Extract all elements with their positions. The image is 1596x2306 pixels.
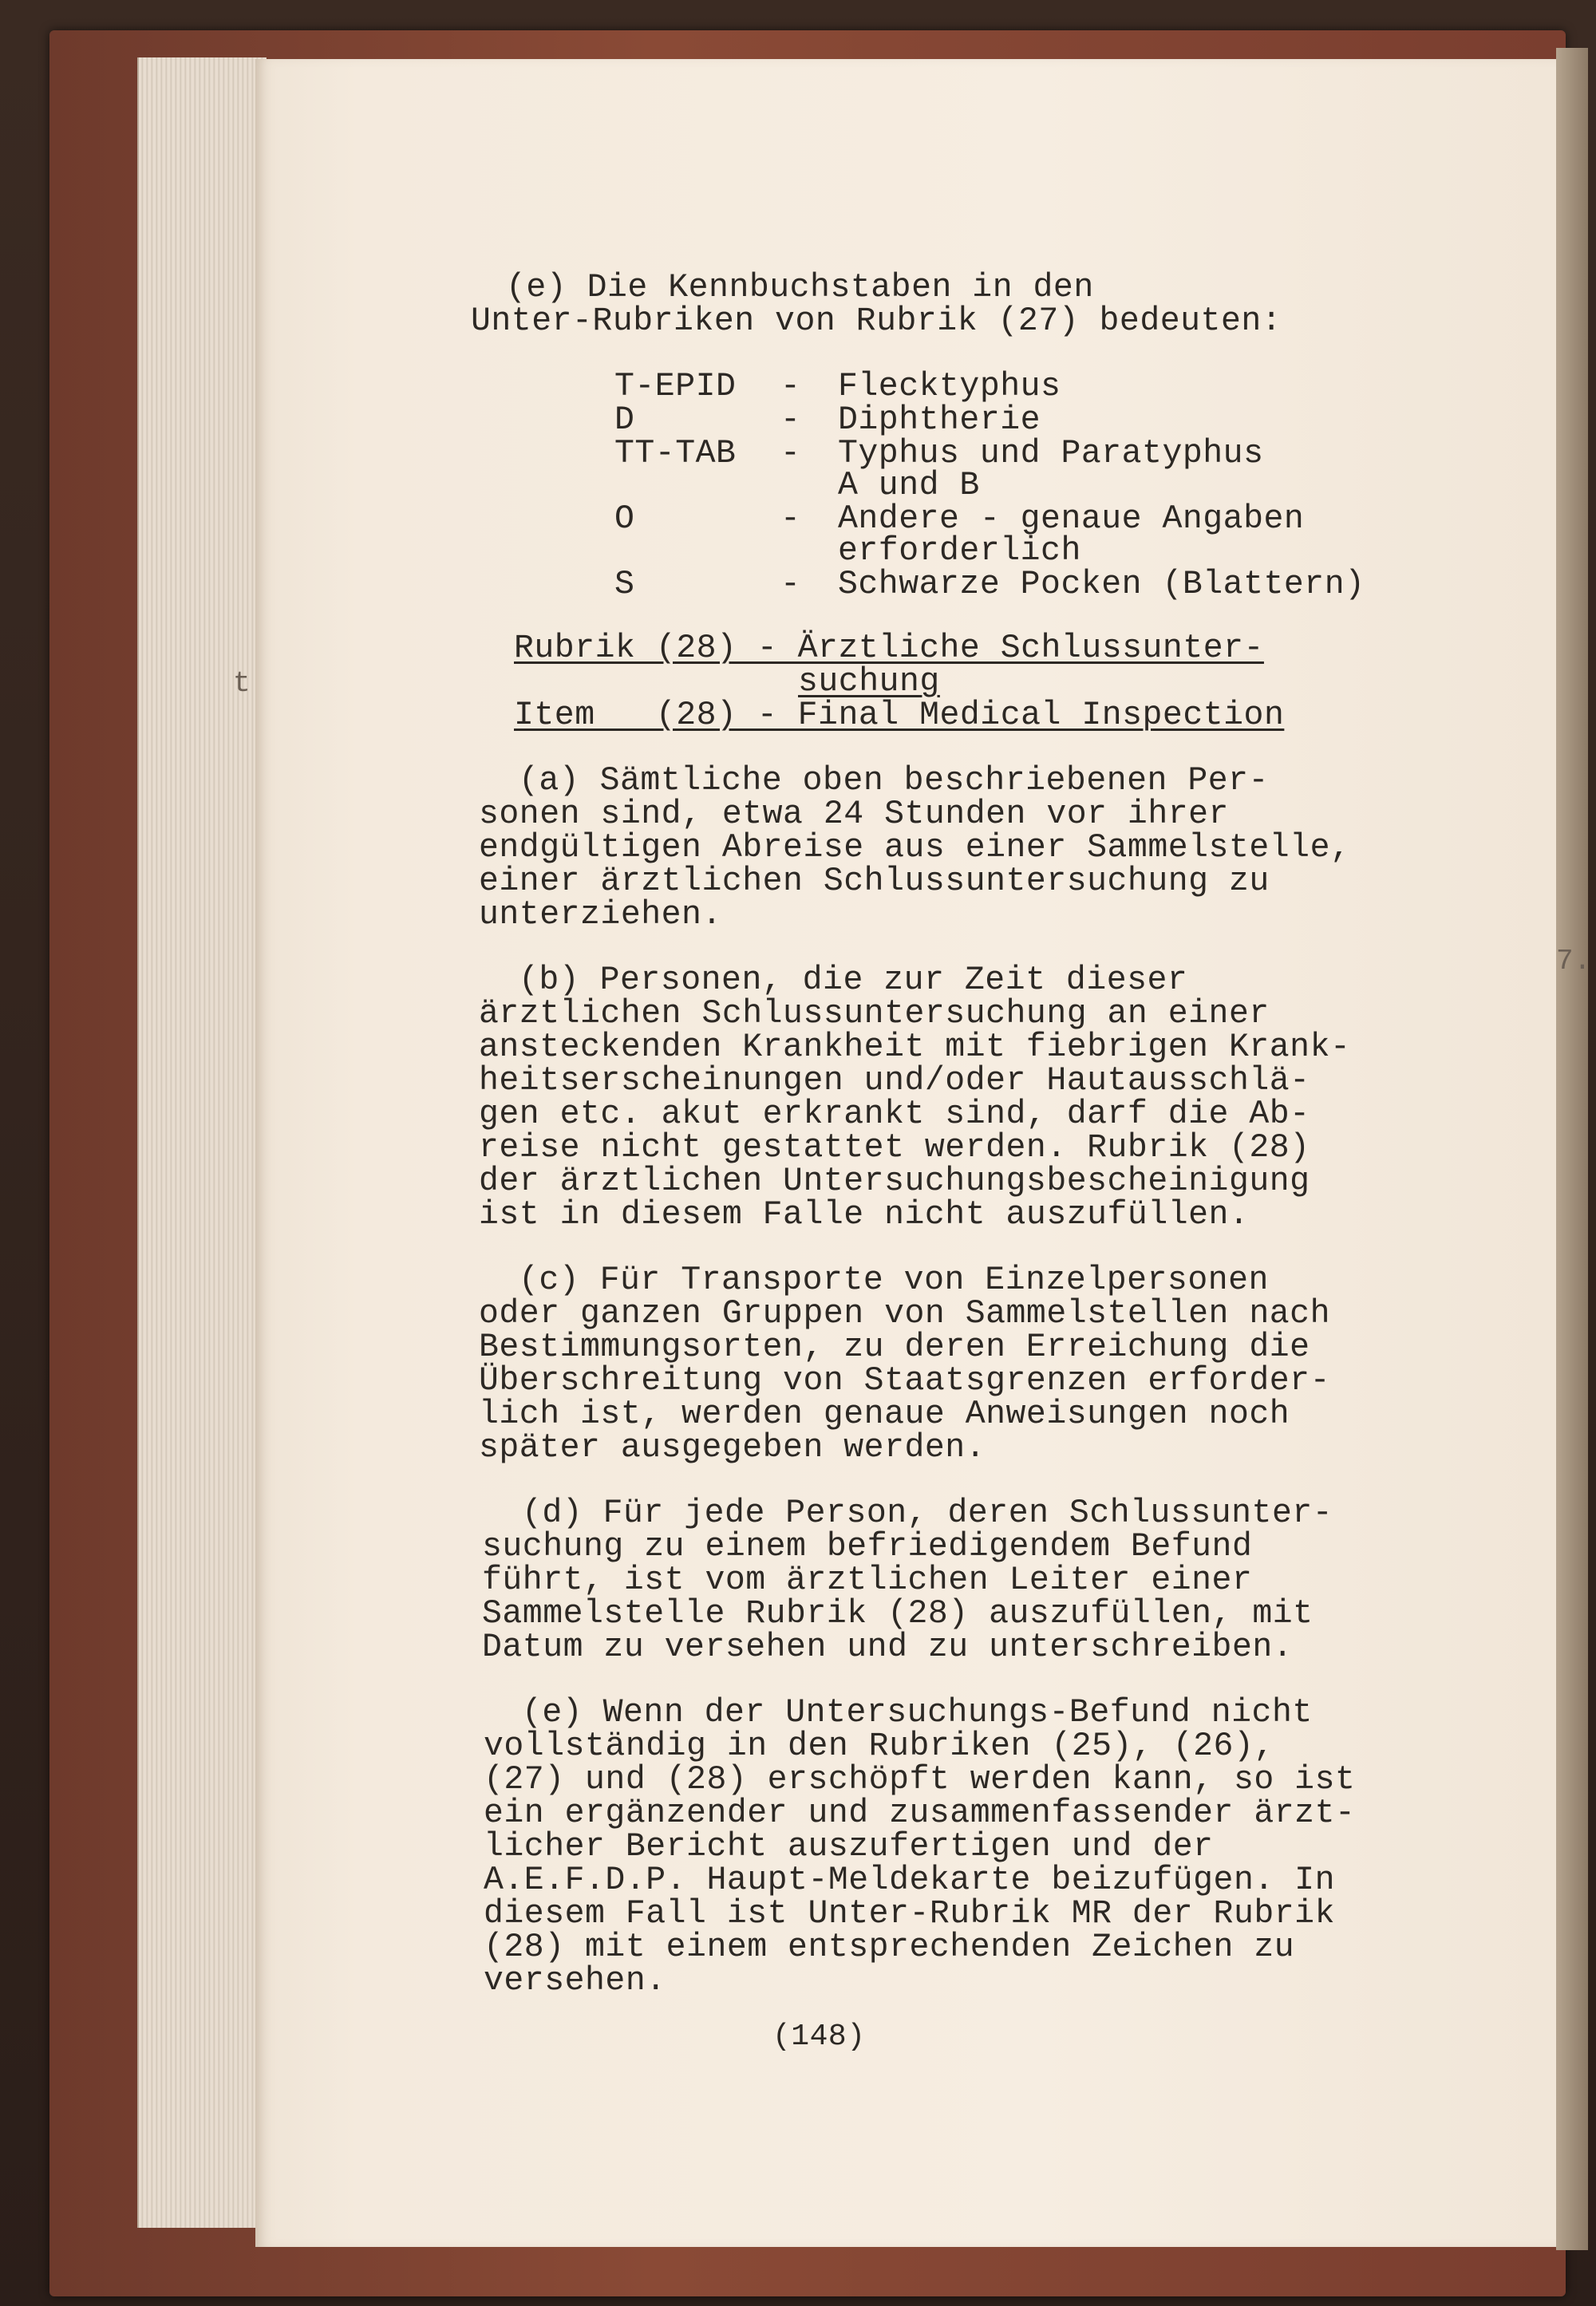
code-label: O (614, 500, 635, 538)
paragraph-line: später ausgegeben werden. (479, 1429, 986, 1467)
paragraph-line: gen etc. akut erkrankt sind, darf die Ab- (479, 1096, 1310, 1133)
margin-mark-right: 7. (1556, 945, 1592, 977)
paragraph-line: suchung zu einem befriedigendem Befund (482, 1528, 1253, 1566)
page-number: (148) (772, 2020, 866, 2054)
paragraph-line: licher Bericht auszufertigen und der (484, 1828, 1214, 1866)
code-meaning: Flecktyphus (838, 368, 1061, 405)
paragraph-line: führt, ist vom ärztlichen Leiter einer (482, 1562, 1253, 1599)
code-dash: - (780, 401, 801, 439)
code-meaning: Andere - genaue Angaben (838, 500, 1305, 538)
paragraph-line: ansteckenden Krankheit mit fiebrigen Krank- (479, 1029, 1351, 1066)
code-meaning: Schwarze Pocken (Blattern) (838, 566, 1365, 603)
page-edges (137, 57, 267, 2228)
paragraph-line: ärztlichen Schlussuntersuchung an einer (479, 995, 1270, 1033)
paragraph-line: (27) und (28) erschöpft werden kann, so ist (484, 1761, 1356, 1799)
heading-en-line: Item (28) - Final Medical Inspection (514, 697, 1285, 734)
heading-de-line1: Rubrik (28) - Ärztliche Schlussunter- (514, 630, 1264, 667)
paragraph-line: (e) Wenn der Untersuchungs-Befund nicht (522, 1694, 1313, 1731)
paragraph-line: heitserscheinungen und/oder Hautausschlä- (479, 1062, 1310, 1100)
paragraph-line: (c) Für Transporte von Einzelpersonen (519, 1262, 1269, 1299)
code-meaning: erforderlich (838, 532, 1081, 570)
paragraph-line: unterziehen. (479, 896, 722, 934)
paragraph-line: versehen. (484, 1962, 666, 2000)
paragraph-line: vollständig in den Rubriken (25), (26), (484, 1728, 1274, 1765)
code-dash: - (780, 566, 801, 603)
margin-mark-left: t (233, 667, 251, 700)
code-dash: - (780, 435, 801, 472)
paragraph-line: oder ganzen Gruppen von Sammelstellen nach (479, 1295, 1330, 1333)
code-meaning: Typhus und Paratyphus (838, 435, 1264, 472)
section-e-intro-line2: Unter-Rubriken von Rubrik (27) bedeuten: (471, 302, 1282, 340)
paragraph-line: (28) mit einem entsprechenden Zeichen zu (484, 1929, 1295, 1966)
section-e-intro-line1: (e) Die Kennbuchstaben in den (506, 269, 1094, 306)
code-label: S (614, 566, 635, 603)
paragraph-line: Überschreitung von Staatsgrenzen erforder- (479, 1362, 1330, 1400)
page-gutter (1556, 48, 1588, 2250)
paragraph-line: (a) Sämtliche oben beschriebenen Per- (519, 762, 1269, 800)
code-meaning: Diphtherie (838, 401, 1041, 439)
paragraph-line: Datum zu versehen und zu unterschreiben. (482, 1629, 1294, 1666)
paragraph-line: endgültigen Abreise aus einer Sammelstelle, (479, 829, 1351, 867)
code-meaning: A und B (838, 467, 980, 504)
code-dash: - (780, 500, 801, 538)
paragraph-line: Sammelstelle Rubrik (28) auszufüllen, mit (482, 1595, 1314, 1633)
paragraph-line: lich ist, werden genaue Anweisungen noch (479, 1396, 1290, 1433)
paragraph-line: (b) Personen, die zur Zeit dieser (519, 961, 1188, 999)
code-label: TT-TAB (614, 435, 737, 472)
paragraph-line: ist in diesem Falle nicht auszufüllen. (479, 1196, 1250, 1234)
paragraph-line: der ärztlichen Untersuchungsbescheinigung (479, 1163, 1310, 1200)
paragraph-line: Bestimmungsorten, zu deren Erreichung die (479, 1329, 1310, 1366)
paragraph-line: A.E.F.D.P. Haupt-Meldekarte beizufügen. In (484, 1862, 1335, 1899)
paragraph-line: (d) Für jede Person, deren Schlussunter- (522, 1495, 1333, 1532)
code-dash: - (780, 368, 801, 405)
paragraph-line: diesem Fall ist Unter-Rubrik MR der Rubrik (484, 1895, 1335, 1933)
paragraph-line: ein ergänzender und zusammenfassender ärzt- (484, 1795, 1356, 1832)
paragraph-line: reise nicht gestattet werden. Rubrik (28) (479, 1129, 1310, 1167)
paragraph-line: sonen sind, etwa 24 Stunden vor ihrer (479, 796, 1229, 833)
code-label: T-EPID (614, 368, 737, 405)
code-label: D (614, 401, 635, 439)
heading-de-line2: suchung (798, 663, 940, 701)
paragraph-line: einer ärztlichen Schlussuntersuchung zu (479, 863, 1270, 900)
